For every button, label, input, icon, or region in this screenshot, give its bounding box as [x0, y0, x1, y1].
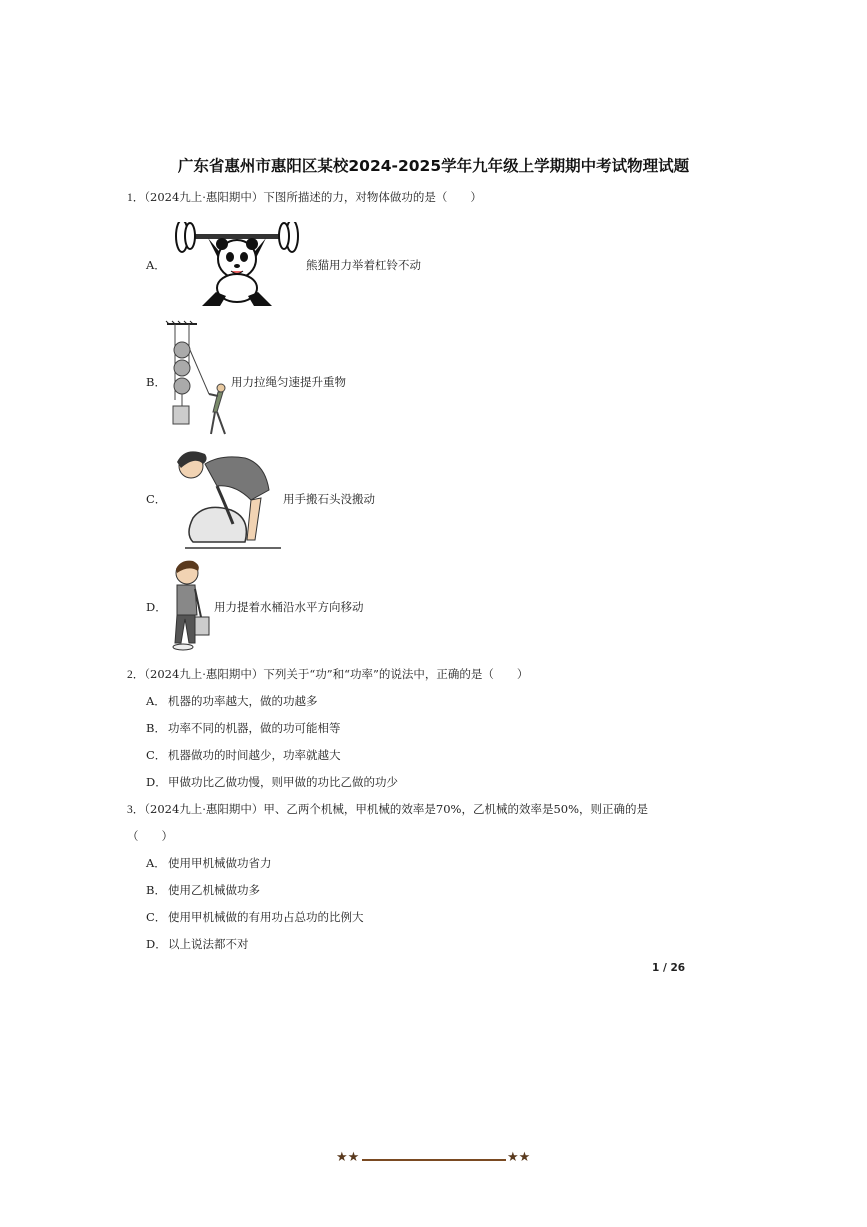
question-3-stem-continued: （ ） [127, 829, 173, 843]
q3-option-c-text: 使用甲机械做的有用功占总功的比例大 [168, 910, 364, 924]
q2-option-b [146, 720, 341, 736]
q2-option-a-letter: A． [146, 694, 166, 708]
footer-divider [362, 1159, 506, 1161]
page-number: 1 / 26 [652, 962, 686, 974]
girl-pushing-rock-figure [165, 444, 283, 550]
question-3-number: 3． [127, 804, 145, 816]
footer-stars-right: ★★ [507, 1150, 531, 1165]
q1-option-b-text: 用力拉绳匀速提升重物 [231, 375, 346, 389]
q2-option-c-letter: C． [146, 748, 167, 762]
q1-option-d-text: 用力提着水桶沿水平方向移动 [214, 600, 364, 614]
q2-option-d-letter: D． [146, 775, 167, 789]
panda-lifting-barbell-figure [168, 222, 306, 310]
question-2-number: 2． [127, 669, 145, 681]
q1-option-a-letter: A． [146, 258, 166, 272]
document-title: 广东省惠州市惠阳区某校2024-2025学年九年级上学期期中考试物理试题 [177, 157, 690, 175]
question-2-text: （2024九上·惠阳期中）下列关于“功”和“功率”的说法中，正确的是（ ） [144, 667, 529, 681]
q2-option-c [146, 747, 341, 763]
q3-option-a-text: 使用甲机械做功省力 [168, 856, 272, 870]
q2-option-d [146, 774, 398, 790]
q1-option-d-letter: D． [146, 600, 167, 614]
boy-carrying-bucket-figure [165, 557, 215, 653]
q1-option-c-text: 用手搬石头没搬动 [283, 492, 375, 506]
question-1-number: 1． [127, 192, 145, 204]
question-3-stem [127, 801, 648, 817]
q3-option-a [146, 855, 272, 871]
q3-option-d-text: 以上说法都不对 [168, 937, 249, 951]
question-2-stem [127, 666, 528, 682]
q3-option-c-letter: C． [146, 910, 167, 924]
q3-option-c [146, 909, 364, 925]
q3-option-a-letter: A． [146, 856, 166, 870]
question-1-text: （2024九上·惠阳期中）下图所描述的力，对物体做功的是（ ） [144, 190, 482, 204]
q2-option-c-text: 机器做功的时间越少，功率就越大 [168, 748, 341, 762]
q1-option-b-letter: B． [146, 375, 166, 389]
q2-option-d-text: 甲做功比乙做功慢，则甲做的功比乙做的功少 [168, 775, 398, 789]
footer-decoration [336, 1151, 532, 1169]
q3-option-d [146, 936, 249, 952]
q2-option-b-letter: B． [146, 721, 166, 735]
q1-option-c-letter: C． [146, 492, 167, 506]
question-3-text: （2024九上·惠阳期中）甲、乙两个机械，甲机械的效率是70%，乙机械的效率是50%，则正确的是 [144, 802, 649, 816]
q3-option-b-text: 使用乙机械做功多 [168, 883, 260, 897]
q2-option-b-text: 功率不同的机器，做的功可能相等 [168, 721, 341, 735]
footer-stars-left: ★★ [336, 1150, 360, 1165]
question-1-stem [127, 189, 482, 205]
q3-option-d-letter: D． [146, 937, 167, 951]
q1-option-a-text: 熊猫用力举着杠铃不动 [306, 258, 421, 272]
q3-option-b-letter: B． [146, 883, 166, 897]
person-pulling-pulley-figure [163, 320, 235, 438]
q2-option-a [146, 693, 318, 709]
q2-option-a-text: 机器的功率越大，做的功越多 [168, 694, 318, 708]
q3-option-b [146, 882, 260, 898]
